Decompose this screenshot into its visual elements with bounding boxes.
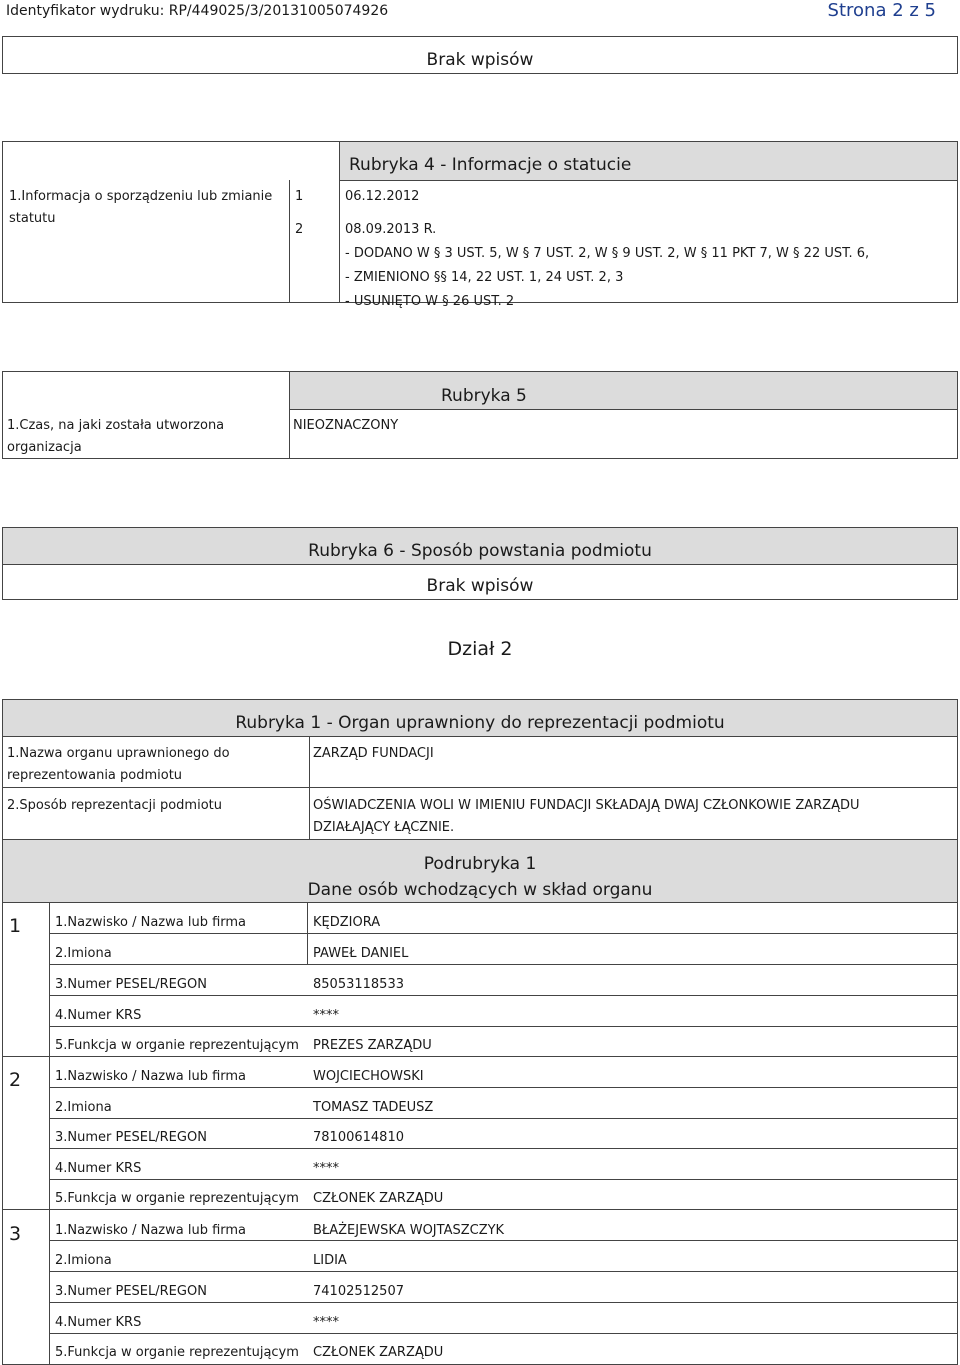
rubryka4-entry-num: 2: [295, 222, 304, 237]
person-field-label: 4.Numer KRS: [55, 1315, 142, 1330]
rubryka5-title: Rubryka 5: [441, 386, 527, 406]
rubryka4-entry-line: - USUNIĘTO W § 26 UST. 2: [345, 294, 515, 309]
section-title: Dział 2: [447, 638, 513, 660]
rubryka6-title: Rubryka 6 - Sposób powstania podmiotu: [308, 541, 652, 561]
person-function: CZŁONEK ZARZĄDU: [313, 1191, 444, 1206]
person-field-label: 3.Numer PESEL/REGON: [55, 977, 207, 992]
person-surname: KĘDZIORA: [313, 915, 381, 930]
rubryka5-header: [289, 372, 957, 409]
rubryka4-entry-value: 06.12.2012: [345, 189, 420, 204]
person-number: 1: [9, 915, 22, 937]
person-field-label: 2.Imiona: [55, 946, 112, 961]
rubryka5-label-cont: organizacja: [7, 440, 82, 455]
page-number: Strona 2 z 5: [827, 0, 936, 21]
organ-name-label-cont: reprezentowania podmiotu: [7, 768, 183, 783]
print-identifier: Identyfikator wydruku: RP/449025/3/20131005074926: [6, 3, 389, 19]
person-pesel: 74102512507: [313, 1284, 404, 1299]
person-given-names: LIDIA: [313, 1253, 347, 1268]
person-field-label: 2.Imiona: [55, 1253, 112, 1268]
rubryka4-label-cont: statutu: [9, 211, 56, 226]
rubryka4-title: Rubryka 4 - Informacje o statucie: [349, 155, 632, 175]
rubryka5-label: 1.Czas, na jaki została utworzona: [7, 418, 225, 433]
person-field-label: 3.Numer PESEL/REGON: [55, 1130, 207, 1145]
person-field-label: 5.Funkcja w organie reprezentującym: [55, 1038, 299, 1053]
rubryka4-entry-line: 08.09.2013 R.: [345, 222, 437, 237]
representation-label: 2.Sposób reprezentacji podmiotu: [7, 798, 222, 813]
rubryka1-section: [2, 699, 958, 840]
person-given-names: PAWEŁ DANIEL: [313, 946, 409, 961]
organ-name-label: 1.Nazwa organu uprawnionego do: [7, 746, 230, 761]
rubryka5-section: [2, 371, 958, 459]
person-field-label: 1.Nazwisko / Nazwa lub firma: [55, 915, 247, 930]
rubryka4-entry-num: 1: [295, 189, 304, 204]
organ-name-value: ZARZĄD FUNDACJI: [313, 746, 434, 761]
person-pesel: 78100614810: [313, 1130, 404, 1145]
representation-value-cont: DZIAŁAJĄCY ŁĄCZNIE.: [313, 820, 455, 835]
person-function: PREZES ZARZĄDU: [313, 1038, 432, 1053]
rubryka1-title: Rubryka 1 - Organ uprawniony do reprezentacji podmiotu: [235, 713, 725, 733]
rubryka5-value: NIEOZNACZONY: [293, 418, 399, 433]
person-pesel: 85053118533: [313, 977, 404, 992]
podrubryka-title: Podrubryka 1: [423, 854, 537, 874]
podrubryka-subtitle: Dane osób wchodzących w skład organu: [307, 880, 653, 900]
person-field-label: 4.Numer KRS: [55, 1008, 142, 1023]
person-field-label: 3.Numer PESEL/REGON: [55, 1284, 207, 1299]
rubryka4-label: 1.Informacja o sporządzeniu lub zmianie: [9, 189, 273, 204]
person-surname: BŁAŻEJEWSKA WOJTASZCZYK: [313, 1223, 505, 1238]
person-function: CZŁONEK ZARZĄDU: [313, 1345, 444, 1360]
person-field-label: 2.Imiona: [55, 1100, 112, 1115]
empty-entry-box: [2, 36, 958, 74]
person-field-label: 1.Nazwisko / Nazwa lub firma: [55, 1223, 247, 1238]
rubryka6-value-box: [2, 564, 958, 600]
person-field-label: 5.Funkcja w organie reprezentującym: [55, 1191, 299, 1206]
person-field-label: 4.Numer KRS: [55, 1161, 142, 1176]
person-krs: ****: [313, 1161, 339, 1176]
rubryka4-entry-line: - ZMIENIONO §§ 14, 22 UST. 1, 24 UST. 2, 3: [345, 270, 624, 285]
person-krs: ****: [313, 1315, 339, 1330]
representation-value: OŚWIADCZENIA WOLI W IMIENIU FUNDACJI SKŁADAJĄ DWAJ CZŁONKOWIE ZARZĄDU: [313, 798, 860, 813]
rubryka4-entry-line: - DODANO W § 3 UST. 5, W § 7 UST. 2, W § 9 UST. 2, W § 11 PKT 7, W § 22 UST. 6,: [345, 246, 870, 261]
person-krs: ****: [313, 1008, 339, 1023]
podrubryka-section: [2, 839, 958, 1365]
person-number: 2: [9, 1069, 22, 1091]
person-number: 3: [9, 1223, 22, 1245]
rubryka6-value: Brak wpisów: [426, 576, 534, 596]
person-surname: WOJCIECHOWSKI: [313, 1069, 424, 1084]
person-field-label: 1.Nazwisko / Nazwa lub firma: [55, 1069, 247, 1084]
empty-entry-text: Brak wpisów: [426, 50, 534, 70]
rubryka6-header: [2, 527, 958, 565]
person-field-label: 5.Funkcja w organie reprezentującym: [55, 1345, 299, 1360]
rubryka4-section: [2, 141, 958, 309]
person-given-names: TOMASZ TADEUSZ: [313, 1100, 434, 1115]
